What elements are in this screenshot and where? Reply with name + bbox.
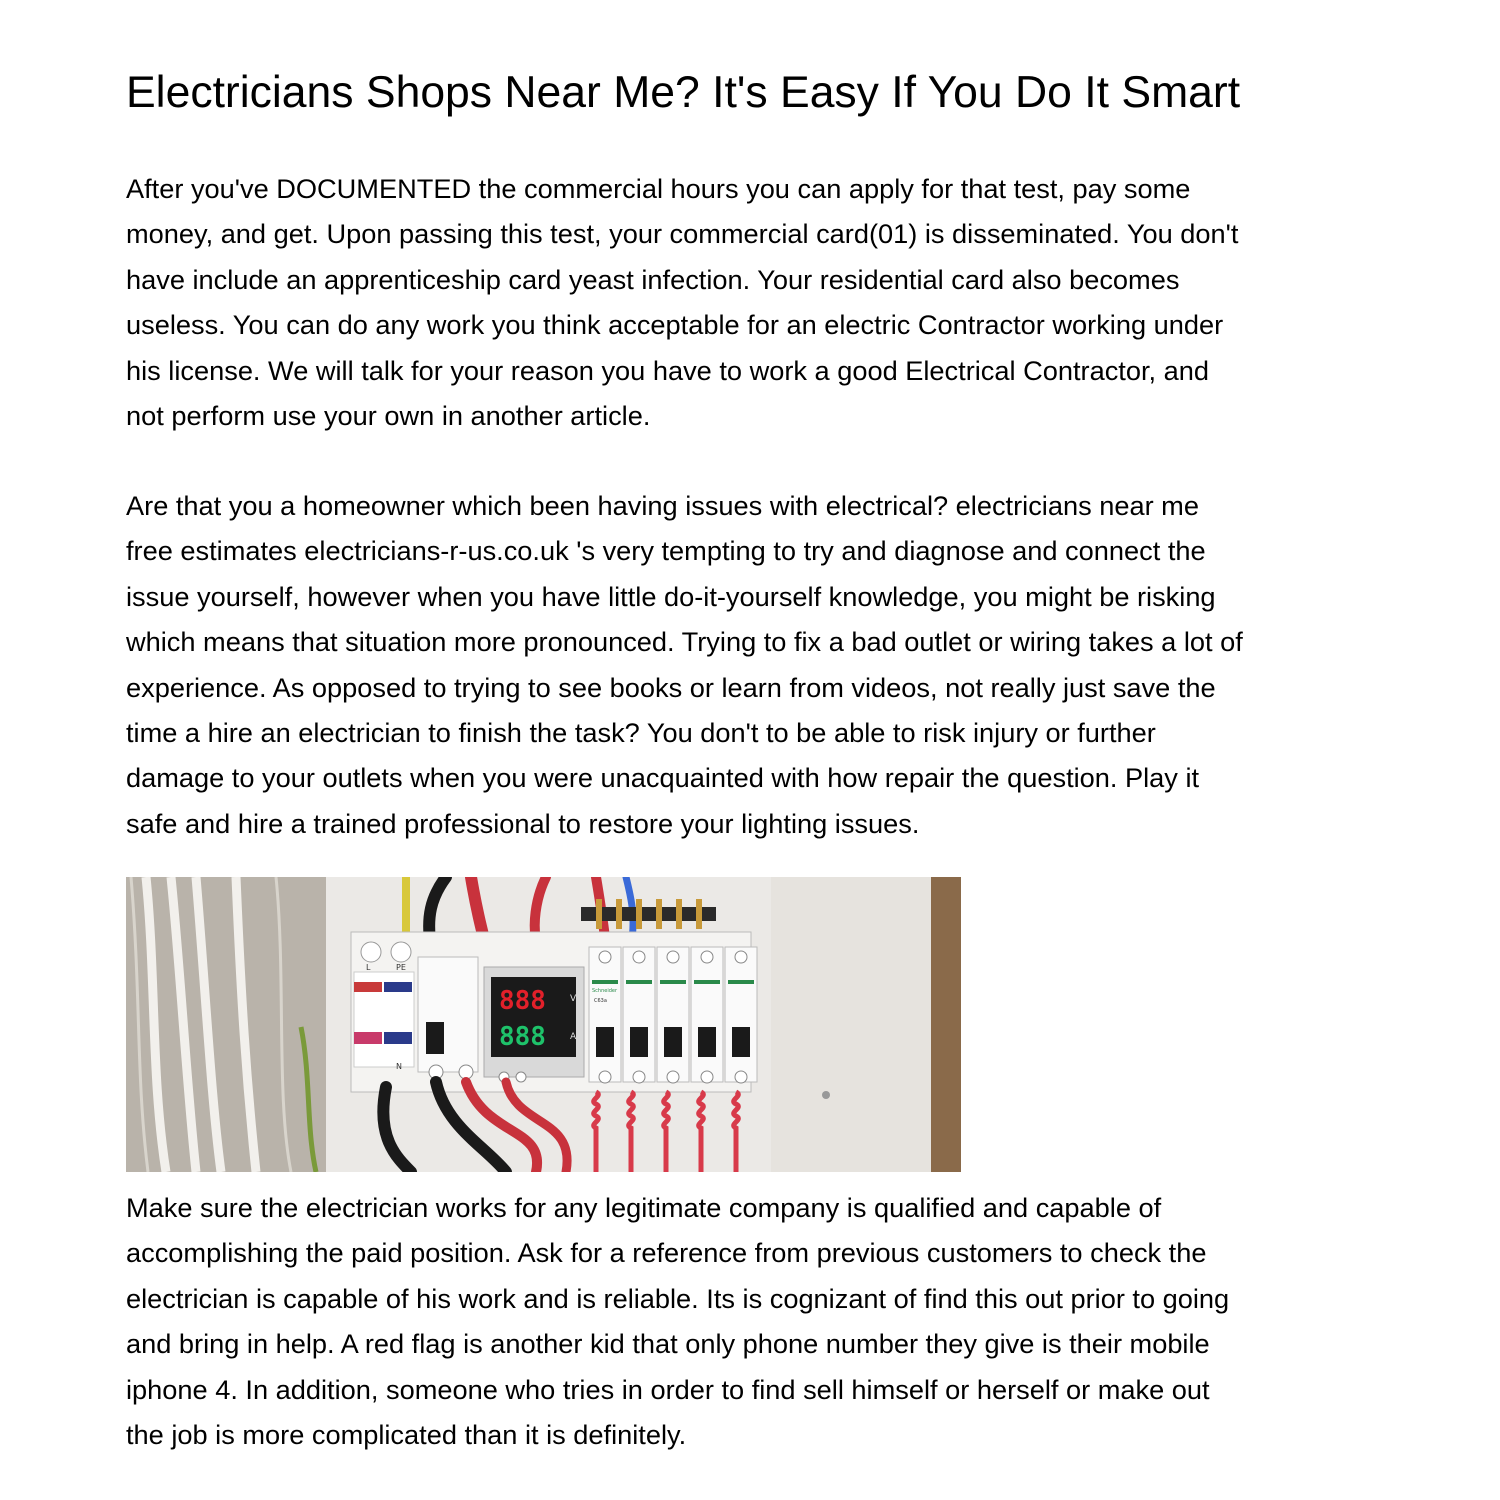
text-line: which means that situation more pronounced. Trying to fix a bad outlet or wiring takes a lot of: [126, 626, 1243, 658]
paragraph-3: [126, 1185, 1386, 1457]
text-line: After you've DOCUMENTED the commercial hours you can apply for that test, pay some: [126, 173, 1191, 204]
text-line: useless. You can do any work you think acceptable for an electric Contractor working under: [126, 309, 1224, 341]
text-line: have include an apprenticeship card yeast infection. Your residential card also becomes: [126, 263, 1180, 295]
label-n: N: [396, 1062, 402, 1071]
text-line: not perform use your own in another article.: [126, 399, 651, 431]
text-line: Are that you a homeowner which been having issues with electrical? electricians near me: [126, 490, 1199, 521]
meter-unit-a: A: [570, 1032, 577, 1042]
breaker-rating: C63a: [594, 998, 607, 1004]
paragraph-1: [126, 166, 1386, 438]
text-line: electrician is capable of his work and is reliable. Its is cognizant of find this out prior to going: [126, 1282, 1230, 1314]
text-line: iphone 4. In addition, someone who tries in order to find sell himself or herself or make out: [126, 1373, 1210, 1405]
text-line: the job is more complicated than it is definitely.: [126, 1418, 687, 1450]
text-line: experience. As opposed to trying to see books or learn from videos, not really just save the: [126, 671, 1216, 703]
meter-unit-v: V: [570, 994, 577, 1004]
electrical-panel-photo: [126, 877, 961, 1172]
text-line: damage to your outlets when you were unacquainted with how repair the question. Play it: [126, 762, 1200, 794]
text-line: Make sure the electrician works for any legitimate company is qualified and capable of: [126, 1192, 1162, 1223]
text-line: and bring in help. A red flag is another kid that only phone number they give is their mobile: [126, 1328, 1210, 1360]
page-title: Electricians Shops Near Me? It's Easy If You Do It Smart: [126, 68, 1241, 117]
meter-current: 888: [499, 1022, 546, 1052]
label-pe: PE: [396, 963, 406, 972]
text-line: accomplishing the paid position. Ask for a reference from previous customers to check the: [126, 1237, 1207, 1269]
text-line: issue yourself, however when you have little do-it-yourself knowledge, you might be risking: [126, 580, 1216, 612]
paragraph-2: [126, 483, 1386, 846]
text-line: time a hire an electrician to finish the task? You don't to be able to risk injury or further: [126, 716, 1156, 748]
label-l: L: [366, 963, 371, 972]
text-line: free estimates electricians-r-us.co.uk 's very tempting to try and diagnose and connect the: [126, 535, 1206, 567]
breaker-brand: Schneider: [592, 988, 618, 994]
meter-voltage: 888: [499, 986, 546, 1016]
text-line: his license. We will talk for your reason you have to work a good Electrical Contractor, and: [126, 354, 1209, 386]
text-line: money, and get. Upon passing this test, your commercial card(01) is disseminated. You don't: [126, 218, 1239, 250]
text-line: safe and hire a trained professional to restore your lighting issues.: [126, 807, 920, 839]
